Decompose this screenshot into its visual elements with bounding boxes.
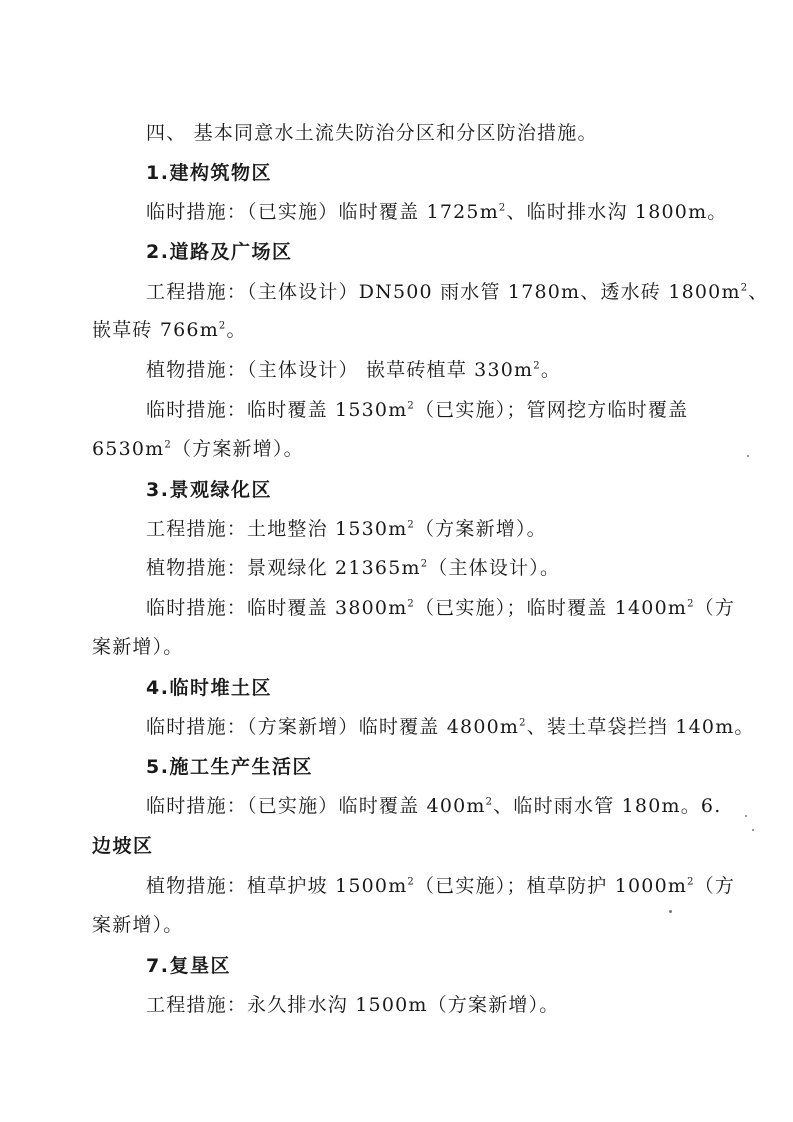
scan-speck (747, 455, 749, 457)
zone-paragraph-line: 临时措施：（已实施）临时覆盖 $400m^2$、临时雨水管 180m。6. (146, 795, 722, 817)
zone-paragraph-line: 工程措施：永久排水沟 1500m（方案新增）。 (146, 994, 560, 1016)
zone-heading: 5.施工生产生活区 (146, 756, 313, 778)
zone-heading: 4.临时堆土区 (146, 677, 272, 699)
zone-paragraph-line: $6530m^2$（方案新增）。 (92, 438, 304, 460)
zone-paragraph-line: 植物措施：（主体设计） 嵌草砖植草 $330m^2$。 (146, 359, 562, 381)
section-title: 四、 基本同意水土流失防治分区和分区防治措施。 (146, 122, 598, 144)
zone-paragraph-line: 临时措施：（方案新增）临时覆盖 $4800m^2$、装土草袋拦挡 140m。 (146, 716, 755, 738)
zone-paragraph-line: 临时措施：临时覆盖 $3800m^2$（已实施）；临时覆盖 $1400m^2$（方 (146, 597, 736, 619)
scan-speck (745, 815, 747, 817)
zone-heading: 边坡区 (92, 835, 154, 857)
zone-paragraph-line: 植物措施：景观绿化 $21365m^2$（主体设计）。 (146, 557, 561, 579)
zone-paragraph-line: 工程措施：土地整治 $1530m^2$（方案新增）。 (146, 518, 547, 540)
zone-heading: 7.复垦区 (146, 955, 231, 977)
scan-speck (669, 910, 672, 913)
zone-heading: 3.景观绿化区 (146, 479, 272, 501)
scan-speck (752, 829, 754, 831)
zone-paragraph-line: 植物措施：植草护坡 $1500m^2$（已实施）；植草防护 $1000m^2$（方 (146, 875, 736, 897)
zone-paragraph-line: 临时措施：临时覆盖 $1530m^2$（已实施）；管网挖方临时覆盖 (146, 399, 689, 421)
zone-paragraph-line: 嵌草砖 $766m^2$。 (92, 319, 247, 341)
zone-paragraph-line: 工程措施：（主体设计）DN500 雨水管 1780m、透水砖 $1800m^2$、 (146, 281, 769, 303)
zone-paragraph-line: 案新增）。 (92, 914, 184, 936)
zone-heading: 1.建构筑物区 (146, 162, 272, 184)
zone-paragraph-line: 临时措施：（已实施）临时覆盖 $1725m^2$、临时排水沟 1800m。 (146, 201, 728, 223)
zone-heading: 2.道路及广场区 (146, 241, 293, 263)
zone-paragraph-line: 案新增）。 (92, 636, 184, 658)
